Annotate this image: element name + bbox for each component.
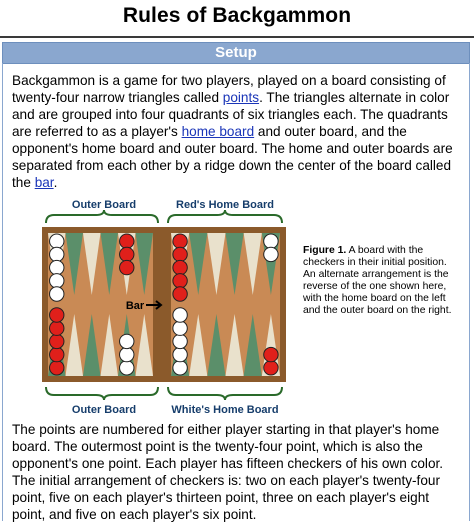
link-bar[interactable]: bar <box>34 175 54 190</box>
white-checker <box>50 287 64 301</box>
white-checker <box>120 334 134 348</box>
white-checker <box>50 247 64 261</box>
red-checker <box>264 347 278 361</box>
intro-text-3: and outer board, and the opponent's home board and outer board. The home and outer boards are separated from each other by a ridge down the center of the board called the <box>12 124 453 190</box>
white-checker <box>173 321 187 335</box>
page-title: Rules of Backgammon <box>122 4 352 27</box>
red-checker <box>50 334 64 348</box>
red-checker <box>120 260 134 274</box>
white-checker <box>50 274 64 288</box>
white-checker <box>173 347 187 361</box>
white-checker <box>264 247 278 261</box>
intro-text-1: Backgammon is a game for two players, played on a board consisting of twenty-four narrow triangles called <box>12 73 446 105</box>
red-checker <box>50 321 64 335</box>
label-outer-board-bottom: Outer Board <box>71 404 137 415</box>
white-checker <box>173 334 187 348</box>
bracket-outer-bottom <box>46 387 158 400</box>
bracket-home-top <box>168 210 282 223</box>
red-checker <box>264 361 278 375</box>
label-reds-home-board: Red's Home Board <box>176 199 274 211</box>
title-divider <box>0 36 474 38</box>
white-checker <box>120 347 134 361</box>
red-checker <box>120 234 134 248</box>
link-points[interactable]: points <box>222 90 260 105</box>
red-checker <box>50 361 64 375</box>
intro-paragraph <box>12 72 464 191</box>
label-whites-home-board: White's Home Board <box>171 404 279 415</box>
label-outer-board-top: Outer Board <box>71 199 137 211</box>
bracket-home-bottom <box>168 387 282 400</box>
white-checker <box>120 361 134 375</box>
numbering-paragraph: The points are numbered for either player starting in that player's home board. The outermost point is the twenty-four point, which is also the opponent's one point. Each player has fifteen checkers of his own color. The initial arrangement of checkers is: two on each player's twenty-four point, five on each player's thirteen point, three on each player's eight point, and five on each player's six point. <box>12 422 444 522</box>
red-checker <box>120 247 134 261</box>
caption-text: A board with the checkers in their initial position. <box>303 245 447 268</box>
white-checker <box>50 260 64 274</box>
red-checker <box>50 347 64 361</box>
white-checker <box>173 308 187 322</box>
figure-caption <box>303 245 463 317</box>
red-checker <box>173 247 187 261</box>
white-checker <box>50 234 64 248</box>
intro-text-4: . <box>53 175 58 190</box>
red-checker <box>173 260 187 274</box>
red-checker <box>173 274 187 288</box>
bracket-outer-top <box>46 210 158 223</box>
label-bar: Bar <box>125 300 145 312</box>
red-checker <box>173 287 187 301</box>
white-checker <box>173 361 187 375</box>
white-checker <box>264 234 278 248</box>
link-home-board[interactable]: home board <box>181 124 255 139</box>
caption-title: Figure 1. <box>303 245 347 256</box>
red-checker <box>173 234 187 248</box>
intro-text-2: . The triangles alternate in color and are grouped into four quadrants of six triangles each. The quadrants are referred to as a player's <box>12 90 450 139</box>
caption-alternate: An alternate arrangement is the reverse of the one shown here, with the home board on the left and the outer board on the right. <box>303 269 452 316</box>
red-checker <box>50 308 64 322</box>
backgammon-board-figure <box>38 193 288 415</box>
section-header-setup: Setup <box>2 42 470 64</box>
